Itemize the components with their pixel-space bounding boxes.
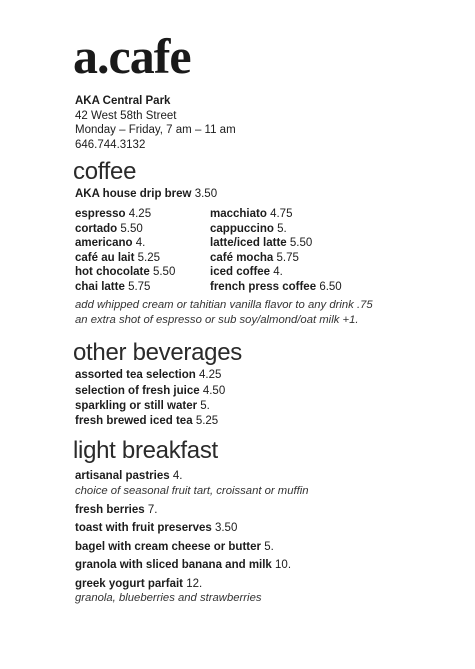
address: 42 West 58th Street: [75, 109, 177, 122]
menu-item: [75, 207, 151, 221]
item-price: 4.: [135, 237, 146, 249]
item-name: café au lait: [75, 251, 135, 264]
menu-item: [75, 469, 182, 483]
item-name: fresh berries: [75, 504, 145, 516]
item-name: bagel with cream cheese or butter: [75, 541, 261, 553]
item-price: 12.: [186, 578, 203, 590]
section-title-coffee: coffee: [73, 158, 137, 185]
item-name: sparkling or still water: [75, 400, 198, 412]
item-name: AKA house drip brew: [75, 188, 192, 200]
item-name: greek yogurt parfait: [75, 578, 183, 590]
menu-item: [75, 251, 160, 265]
item-name: cappuccino: [210, 222, 274, 235]
item-price: 7.: [147, 504, 158, 516]
addon-note: add whipped cream or tahitian vanilla flavor to any drink .75: [75, 299, 373, 311]
section-title-light-breakfast: light breakfast: [73, 437, 218, 464]
item-price: 5.25: [137, 251, 161, 264]
menu-item: [75, 187, 217, 201]
item-name: fresh brewed iced tea: [75, 415, 193, 427]
menu-item: [75, 558, 291, 572]
item-name: toast with fruit preserves: [75, 522, 212, 534]
item-price: 5.75: [128, 280, 151, 293]
item-price: 5.: [277, 222, 287, 235]
hours: Monday – Friday, 7 am – 11 am: [75, 124, 236, 136]
item-price: 5.: [200, 400, 210, 412]
menu-item: [75, 503, 157, 517]
item-name: latte/iced latte: [210, 237, 287, 249]
item-price: 3.50: [194, 188, 218, 200]
item-price: 4.: [172, 470, 183, 482]
item-name: artisanal pastries: [75, 470, 170, 482]
item-price: 4.50: [202, 384, 226, 397]
item-price: 3.50: [214, 522, 238, 534]
item-price: 5.75: [276, 251, 299, 264]
menu-item: [75, 540, 274, 554]
item-description: choice of seasonal fruit tart, croissant or muffin: [75, 485, 309, 497]
item-price: 5.50: [120, 222, 143, 235]
item-price: 6.50: [319, 280, 342, 293]
item-name: chai latte: [75, 280, 125, 293]
item-name: espresso: [75, 208, 126, 220]
menu-item: [210, 251, 299, 265]
cafe-info: [75, 94, 236, 152]
item-price: 5.50: [289, 237, 313, 249]
menu-item: [75, 414, 218, 428]
item-name: iced coffee: [210, 266, 271, 278]
item-name: selection of fresh juice: [75, 384, 200, 397]
item-name: hot chocolate: [75, 266, 150, 278]
menu-item: [210, 222, 287, 236]
item-description: granola, blueberries and strawberries: [75, 592, 262, 604]
menu-item: [75, 577, 202, 591]
item-price: 4.: [273, 266, 283, 278]
location-name: AKA Central Park: [75, 95, 171, 107]
item-price: 5.25: [195, 415, 219, 427]
menu-item: [75, 222, 143, 236]
menu-item: [210, 236, 312, 250]
menu-item: [75, 399, 210, 413]
item-price: 4.75: [270, 208, 293, 220]
item-name: café mocha: [210, 251, 274, 264]
menu-item: [75, 236, 145, 250]
addon-note: an extra shot of espresso or sub soy/almond/oat milk +1.: [75, 314, 359, 326]
item-name: americano: [75, 237, 133, 249]
menu-item: [210, 265, 283, 279]
item-price: 10.: [275, 559, 292, 571]
section-title-other-beverages: other beverages: [73, 339, 242, 366]
phone-number: 646.744.3132: [75, 138, 146, 151]
item-name: assorted tea selection: [75, 369, 196, 381]
menu-item: [75, 280, 150, 294]
menu-item: [75, 384, 225, 398]
menu-item: [210, 207, 292, 221]
item-name: french press coffee: [210, 280, 317, 293]
cafe-logo: a.cafe: [73, 28, 191, 84]
item-name: cortado: [75, 222, 118, 235]
item-name: granola with sliced banana and milk: [75, 559, 272, 571]
menu-item: [210, 280, 342, 294]
item-price: 5.50: [152, 266, 176, 278]
menu-item: [75, 265, 175, 279]
item-price: 5.: [264, 541, 274, 553]
item-price: 4.25: [199, 369, 222, 381]
item-name: macchiato: [210, 208, 267, 220]
menu-item: [75, 521, 237, 535]
menu-item: [75, 368, 221, 382]
item-price: 4.25: [128, 208, 152, 220]
